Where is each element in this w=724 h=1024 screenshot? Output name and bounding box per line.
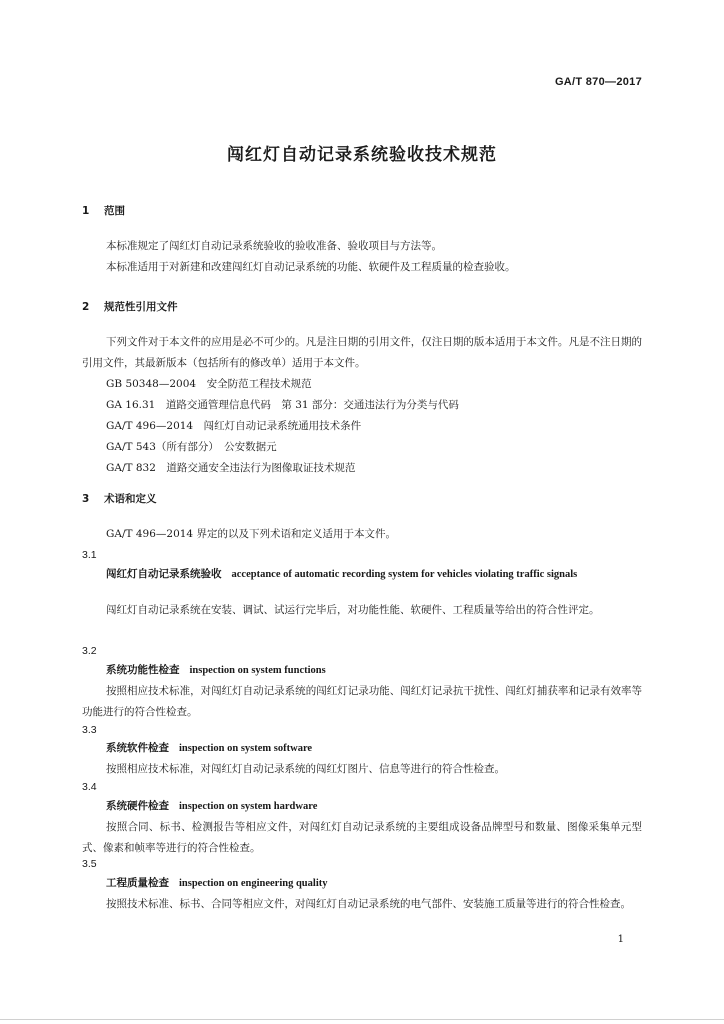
term-name-en: inspection on system hardware — [179, 801, 318, 812]
term-name-en: inspection on system functions — [189, 665, 326, 676]
page-bottom-divider — [0, 1019, 724, 1020]
section-3-heading — [82, 491, 157, 506]
scope-paragraph-1: 本标准规定了闯红灯自动记录系统验收的验收准备、验收项目与方法等。 — [106, 240, 442, 252]
reference-item: GA/T 543（所有部分） 公安数据元 — [106, 441, 277, 453]
term-heading — [82, 564, 642, 585]
section-number: 3 — [82, 493, 90, 505]
term-name-zh: 系统功能性检查 — [106, 664, 180, 676]
scope-paragraph-2: 本标准适用于对新建和改建闯红灯自动记录系统的功能、软硬件及工程质量的检查验收。 — [106, 261, 516, 273]
term-heading — [82, 873, 642, 894]
term-definition: 按照相应技术标准，对闯红灯自动记录系统的闯红灯记录功能、闯红灯记录抗干扰性、闯红灯捕获率和记录有效率等功能进行的符合性检查。 — [82, 685, 642, 718]
reference-item: GA 16.31 道路交通管理信息代码 第 31 部分：交通违法行为分类与代码 — [106, 399, 459, 411]
terms-intro: GA/T 496—2014 界定的以及下列术语和定义适用于本文件。 — [106, 528, 396, 540]
section-1-heading — [82, 203, 125, 218]
reference-item: GA/T 832 道路交通安全违法行为图像取证技术规范 — [106, 462, 356, 474]
term-name-zh: 系统软件检查 — [106, 742, 169, 754]
term-number: 3.1 — [82, 549, 97, 561]
term-number: 3.3 — [82, 724, 97, 736]
term-definition: 闯红灯自动记录系统在安装、调试、试运行完毕后，对功能性能、软硬件、工程质量等给出的符合性评定。 — [106, 604, 600, 616]
term-heading — [82, 660, 642, 681]
term-number: 3.4 — [82, 781, 97, 793]
term-name-zh: 系统硬件检查 — [106, 800, 169, 812]
term-definition: 按照相应技术标准，对闯红灯自动记录系统的闯红灯图片、信息等进行的符合性检查。 — [106, 763, 505, 775]
section-title: 规范性引用文件 — [104, 301, 178, 313]
section-title: 范围 — [104, 205, 125, 217]
term-name-en: acceptance of automatic recording system for vehicles violating traffic signals — [231, 569, 578, 580]
normative-intro: 下列文件对于本文件的应用是必不可少的。凡是注日期的引用文件，仅注日期的版本适用于本文件。凡是不注日期的引用文件，其最新版本（包括所有的修改单）适用于本文件。 — [82, 336, 642, 369]
term-name-en: inspection on engineering quality — [179, 878, 328, 889]
term-name-zh: 工程质量检查 — [106, 877, 169, 889]
reference-item: GB 50348—2004 安全防范工程技术规范 — [106, 378, 312, 390]
term-name-en: inspection on system software — [179, 743, 313, 754]
term-heading — [82, 738, 642, 759]
section-number: 1 — [82, 205, 90, 217]
term-number: 3.5 — [82, 858, 97, 870]
standard-code: GA/T 870—2017 — [554, 76, 642, 88]
term-number: 3.2 — [82, 645, 97, 657]
section-number: 2 — [82, 301, 90, 313]
term-definition: 按照技术标准、标书、合同等相应文件，对闯红灯自动记录系统的电气部件、安装施工质量等进行的符合性检查。 — [106, 898, 631, 910]
reference-item: GA/T 496—2014 闯红灯自动记录系统通用技术条件 — [106, 420, 362, 432]
document-title: 闯红灯自动记录系统验收技术规范 — [227, 145, 497, 165]
section-2-heading — [82, 299, 178, 314]
term-name-zh: 闯红灯自动记录系统验收 — [106, 568, 222, 580]
page-number: 1 — [617, 934, 624, 945]
section-title: 术语和定义 — [104, 493, 157, 505]
term-definition: 按照合同、标书、检测报告等相应文件，对闯红灯自动记录系统的主要组成设备品牌型号和数量、图像采集单元型式、像素和帧率等进行的符合性检查。 — [82, 821, 642, 854]
term-heading — [82, 796, 642, 817]
